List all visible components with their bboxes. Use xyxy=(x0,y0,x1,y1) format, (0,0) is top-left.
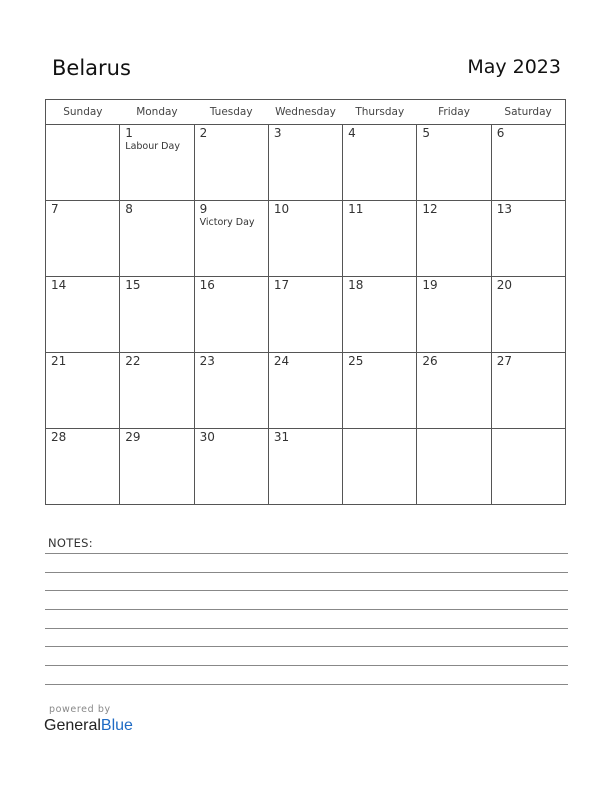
day-number: 30 xyxy=(199,430,215,444)
weeks-body xyxy=(46,125,566,505)
notes-line xyxy=(45,609,568,610)
weekday-header: Saturday xyxy=(491,100,565,125)
day-cell[interactable] xyxy=(343,125,417,201)
brand-general: General xyxy=(44,717,101,734)
notes-line xyxy=(45,590,568,591)
notes-line xyxy=(45,665,568,666)
day-number: 17 xyxy=(273,278,290,292)
day-cell[interactable] xyxy=(491,429,565,505)
day-cell[interactable] xyxy=(120,277,194,353)
powered-by-text: powered by xyxy=(49,704,111,715)
holiday-label: Labour Day xyxy=(125,141,180,152)
day-cell[interactable] xyxy=(268,277,342,353)
day-number: 4 xyxy=(348,126,356,140)
day-cell[interactable] xyxy=(417,125,491,201)
brand-blue: Blue xyxy=(100,717,133,734)
day-cell[interactable] xyxy=(343,201,417,277)
day-cell[interactable] xyxy=(46,353,120,429)
day-number: 27 xyxy=(496,354,512,368)
week-row xyxy=(46,277,566,353)
generalblue-logo[interactable] xyxy=(44,717,133,735)
day-number: 14 xyxy=(51,278,67,292)
day-cell[interactable] xyxy=(120,353,194,429)
day-number: 22 xyxy=(125,354,141,368)
day-cell[interactable] xyxy=(268,353,342,429)
day-number: 3 xyxy=(273,126,282,140)
day-cell[interactable] xyxy=(491,353,565,429)
weekday-header: Wednesday xyxy=(268,100,342,125)
day-number: 26 xyxy=(422,354,438,368)
week-row xyxy=(46,125,566,201)
day-number: 15 xyxy=(125,278,141,292)
day-cell[interactable] xyxy=(268,201,342,277)
day-cell[interactable] xyxy=(343,353,417,429)
notes-line xyxy=(45,628,568,629)
day-cell[interactable] xyxy=(46,277,120,353)
weekday-header: Thursday xyxy=(343,100,417,125)
holiday-label: Victory Day xyxy=(199,217,255,228)
day-cell[interactable] xyxy=(46,201,120,277)
day-number: 12 xyxy=(422,202,438,216)
day-number: 29 xyxy=(125,430,141,444)
weekday-header: Sunday xyxy=(46,100,120,125)
weekday-header: Tuesday xyxy=(194,100,268,125)
day-cell[interactable] xyxy=(194,125,268,201)
notes-line xyxy=(45,684,568,685)
day-number: 25 xyxy=(348,354,364,368)
week-row xyxy=(46,353,566,429)
day-number: 28 xyxy=(51,430,67,444)
notes-line xyxy=(45,646,568,647)
day-number: 9 xyxy=(199,202,208,216)
notes-line xyxy=(45,553,568,554)
day-number: 7 xyxy=(51,202,59,216)
day-number: 8 xyxy=(125,202,133,216)
weekday-header: Friday xyxy=(417,100,491,125)
day-cell[interactable] xyxy=(194,429,268,505)
day-number: 2 xyxy=(199,126,208,140)
day-cell[interactable] xyxy=(268,125,342,201)
day-cell[interactable] xyxy=(194,353,268,429)
day-cell[interactable] xyxy=(46,125,120,201)
day-number: 19 xyxy=(422,278,438,292)
day-number: 13 xyxy=(496,202,512,216)
day-number: 31 xyxy=(273,430,290,444)
day-cell[interactable] xyxy=(343,277,417,353)
day-number: 21 xyxy=(51,354,67,368)
day-cell[interactable] xyxy=(491,201,565,277)
day-number: 16 xyxy=(199,278,215,292)
week-row xyxy=(46,429,566,505)
day-number: 1 xyxy=(125,126,133,140)
day-cell[interactable] xyxy=(491,125,565,201)
day-cell[interactable] xyxy=(46,429,120,505)
month-title: May 2023 xyxy=(467,56,561,78)
day-cell[interactable] xyxy=(417,201,491,277)
day-cell[interactable] xyxy=(194,277,268,353)
day-number: 23 xyxy=(199,354,215,368)
day-cell[interactable] xyxy=(120,125,194,201)
day-cell[interactable] xyxy=(417,353,491,429)
day-cell[interactable] xyxy=(417,429,491,505)
day-cell[interactable] xyxy=(417,277,491,353)
day-number: 11 xyxy=(348,202,364,216)
day-cell[interactable] xyxy=(194,201,268,277)
weekday-header-row xyxy=(46,100,566,125)
day-number: 18 xyxy=(348,278,364,292)
day-number: 24 xyxy=(273,354,290,368)
notes-line xyxy=(45,572,568,573)
notes-label: NOTES: xyxy=(48,536,93,550)
day-cell[interactable] xyxy=(120,429,194,505)
day-cell[interactable] xyxy=(268,429,342,505)
weekday-header: Monday xyxy=(120,100,194,125)
day-number: 6 xyxy=(496,126,505,140)
calendar-grid xyxy=(45,99,566,505)
week-row xyxy=(46,201,566,277)
country-title: Belarus xyxy=(52,56,131,80)
day-cell[interactable] xyxy=(491,277,565,353)
day-number: 5 xyxy=(422,126,431,140)
day-cell[interactable] xyxy=(120,201,194,277)
day-number: 10 xyxy=(273,202,290,216)
day-cell[interactable] xyxy=(343,429,417,505)
day-number: 20 xyxy=(496,278,512,292)
